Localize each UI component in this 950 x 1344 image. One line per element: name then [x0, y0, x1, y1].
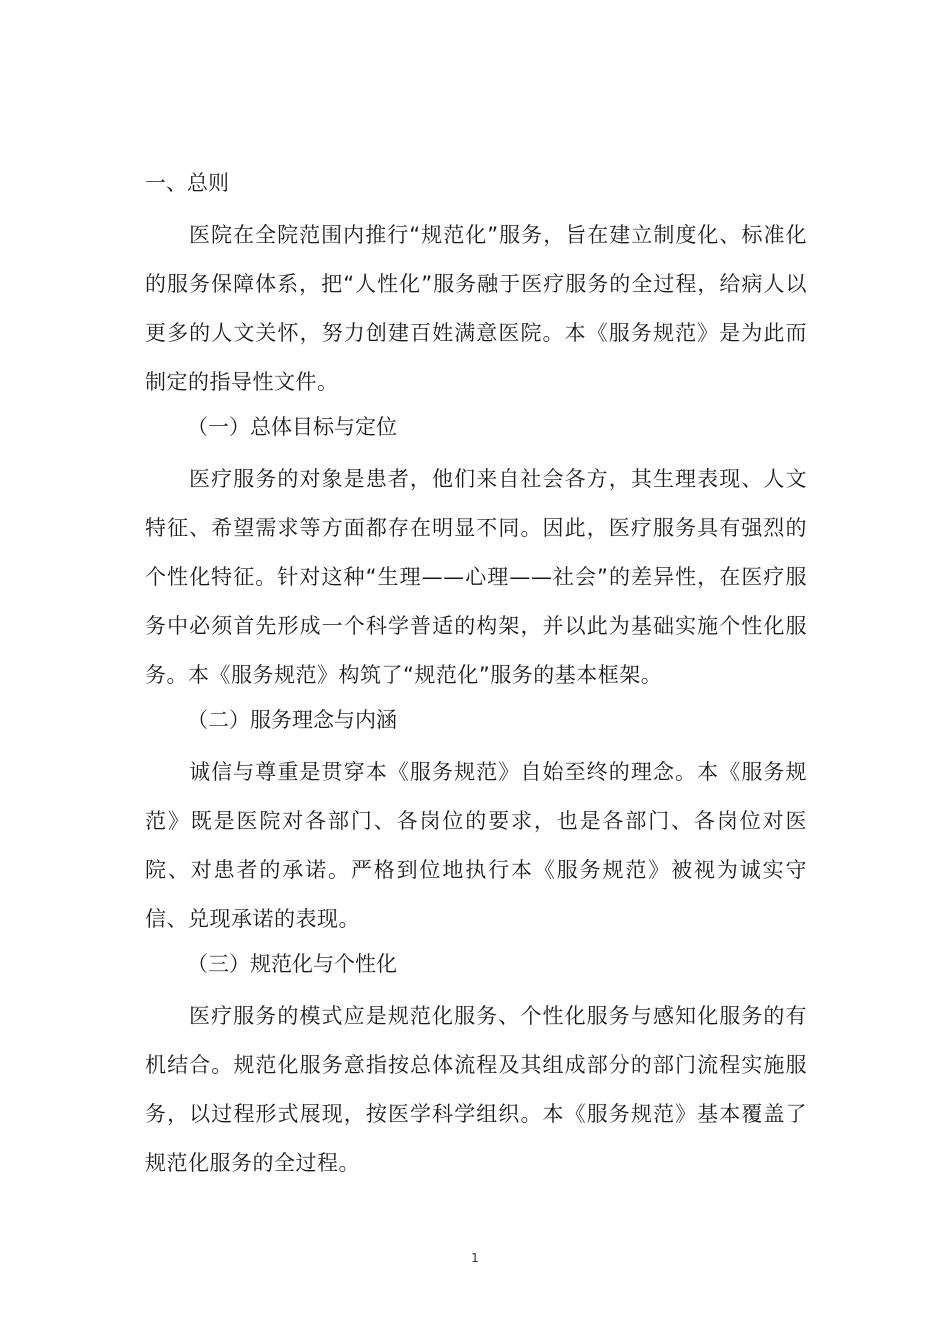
document-body	[145, 163, 807, 1188]
page-number: 1	[471, 1251, 479, 1265]
section-heading-general: 一、总则	[145, 171, 229, 195]
paragraph-standardization: 医疗服务的模式应是规范化服务、个性化服务与感知化服务的有机结合。规范化服务意指按总体流程及其组成部分的部门流程实施服务，以过程形式展现，按医学科学组织。本《服务规范》基本覆盖了规范化服务的全过程。	[145, 1004, 807, 1175]
subsection-heading-standardization: （三）规范化与个性化	[187, 952, 397, 976]
subsection-heading-goals: （一）总体目标与定位	[187, 415, 397, 439]
subsection-heading-philosophy: （二）服务理念与内涵	[187, 708, 397, 732]
paragraph-philosophy: 诚信与尊重是贯穿本《服务规范》自始至终的理念。本《服务规范》既是医院对各部门、各岗位的要求，也是各部门、各岗位对医院、对患者的承诺。严格到位地执行本《服务规范》被视为诚实守信、兑现承诺的表现。	[145, 760, 807, 931]
paragraph-intro: 医院在全院范围内推行“规范化”服务，旨在建立制度化、标准化的服务保障体系，把“人性化”服务融于医疗服务的全过程，给病人以更多的人文关怀，努力创建百姓满意医院。本《服务规范》是为此而制定的指导性文件。	[145, 223, 807, 394]
paragraph-goals: 医疗服务的对象是患者，他们来自社会各方，其生理表现、人文特征、希望需求等方面都存在明显不同。因此，医疗服务具有强烈的个性化特征。针对这种“生理——心理——社会”的差异性，在医疗服务中必须首先形成一个科学普适的构架，并以此为基础实施个性化服务。本《服务规范》构筑了“规范化”服务的基本框架。	[145, 467, 807, 687]
